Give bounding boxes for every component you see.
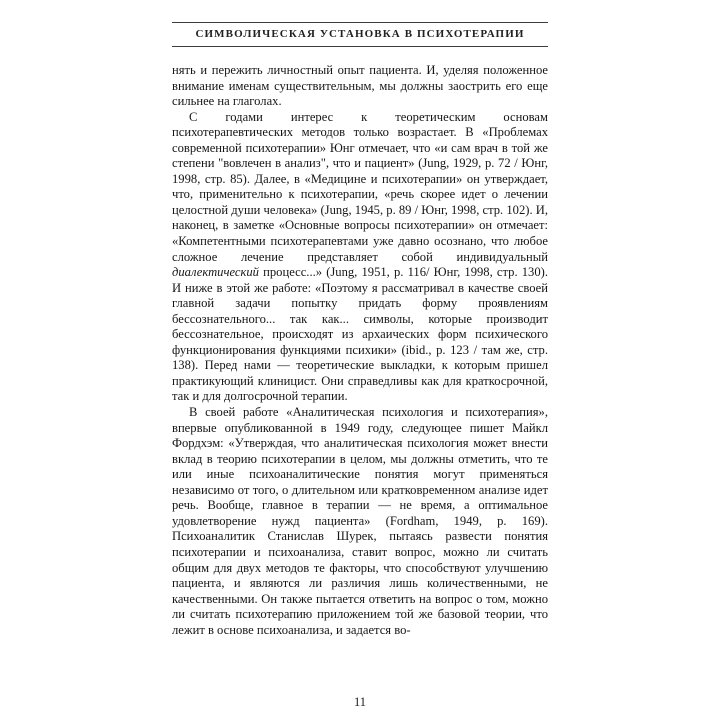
paragraph-continuation: нять и пережить личностный опыт пациента. И, уделяя положенное внимание именам существительным, мы должны заострить его еще сильнее на глаголах.	[172, 63, 548, 109]
paragraph-text: процесс...» (Jung, 1951, p. 116/ Юнг, 1998, стр. 130). И ниже в этой же работе: «Поэтому я рассматривал в качестве своей главной задачи попытку придать форму проявлениям бессознательного... так как... символы, которые производит бессознательное, происходят из архаических форм психического функционирования функциями психики» (ibid., p. 123 / там же, стр. 138). Перед нами — теоретические выкладки, к которым пришел практикующий клиницист. Они справедливы как для краткосрочной, так и для долгосрочной терапии.	[172, 265, 548, 404]
paragraph	[172, 110, 548, 405]
paragraph: В своей работе «Аналитическая психология и психотерапия», впервые опубликованной в 1949 году, следующее пишет Майкл Фордхэм: «Утверждая, что аналитическая психология может внести вклад в теорию психотерапии в целом, мы должны отметить, что те или иные психоаналитические понятия могут применяться независимо от того, о длительном или кратковременном анализе идет речь. Вообще, главное в терапии — не время, а оптимальное удовлетворение нужд пациента» (Fordham, 1949, p. 169). Психоаналитик Станислав Шурек, пытаясь развести понятия психотерапии и психоанализа, ставит вопрос, можно ли считать общим для двух методов те факторы, что способствуют улучшению пациента, и являются ли различия лишь количественными, не качественными. Он также пытается ответить на вопрос о том, можно ли считать психотерапию приложением той же базовой теории, что лежит в основе психоанализа, и задается во-	[172, 405, 548, 637]
paragraph-text: С годами интерес к теоретическим основам психотерапевтических методов только возрастает. В «Проблемах современной психотерапии» Юнг отмечает, что «и сам врач в той же степени "вовлечен в анализ", что и пациент» (Jung, 1929, p. 72 / Юнг, 1998, стр. 85). Далее, в «Медицине и психотерапии» он утверждает, что, применительно к психотерапии, «речь скорее идет о лечении целостной души человека» (Jung, 1945, p. 89 / Юнг, 1998, стр. 102). И, наконец, в заметке «Основные вопросы психотерапии» он отмечает: «Компетентными психотерапевтами уже давно осознано, что любое сложное лечение представляет собой индивидуальный	[172, 109, 548, 264]
body-text	[172, 63, 548, 638]
italic-term: диалектический	[172, 265, 259, 280]
running-header: СИМВОЛИЧЕСКАЯ УСТАНОВКА В ПСИХОТЕРАПИИ	[195, 28, 525, 40]
header-rule-bottom	[172, 46, 548, 47]
page-number: 11	[353, 695, 367, 709]
page-content	[172, 22, 548, 638]
